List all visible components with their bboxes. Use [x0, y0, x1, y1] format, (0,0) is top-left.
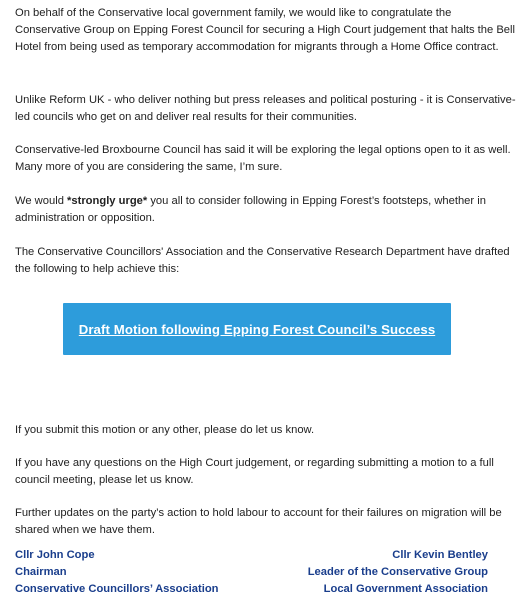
submit-motion-paragraph: If you submit this motion or any other, please do let us know. [15, 424, 315, 436]
signature-right-name: Cllr Kevin Bentley [392, 549, 488, 561]
reform-paragraph: Unlike Reform UK - who deliver nothing but press releases and political posturing - it is Conservative-led councils who get on and deliver real results for their communities. [15, 94, 516, 123]
updates-paragraph: Further updates on the party’s action to hold labour to account for their failures on migration will be shared when we have them. [15, 507, 502, 536]
urge-bold-text: *strongly urge* [67, 195, 148, 207]
drafted-paragraph: The Conservative Councillors' Association and the Conservative Research Department have drafted the following to help achieve this: [15, 246, 510, 275]
draft-motion-button-label: Draft Motion following Epping Forest Council’s Success [78, 321, 436, 337]
signature-left-name: Cllr John Cope [15, 549, 95, 561]
congratulations-paragraph: On behalf of the Conservative local government family, we would like to congratulate the Conservative Group on Epping Forest Council for securing a High Court judgement that halts the Bell Hotel from being used as temporary accommodation for migrants through a Home Office contract. [15, 7, 515, 53]
urge-after-text: you all to consider following in Epping Forest’s footsteps, whether in administration or opposition. [15, 195, 486, 224]
signature-right-role: Leader of the Conservative Group [307, 566, 488, 578]
signature-left [15, 547, 219, 598]
urge-paragraph [15, 193, 518, 227]
broxbourne-paragraph: Conservative-led Broxbourne Council has said it will be exploring the legal options open to it as well. Many more of you are considering the same, I’m sure. [15, 144, 511, 173]
signature-right [308, 547, 488, 598]
questions-paragraph: If you have any questions on the High Court judgement, or regarding submitting a motion to a full council meeting, please let us know. [15, 457, 494, 486]
signature-right-org: Local Government Association [323, 583, 488, 595]
urge-before-text: We would [15, 195, 68, 207]
signature-left-org: Conservative Councillors’ Association [15, 583, 219, 595]
signature-left-role: Chairman [15, 566, 67, 578]
draft-motion-button[interactable] [63, 303, 451, 355]
